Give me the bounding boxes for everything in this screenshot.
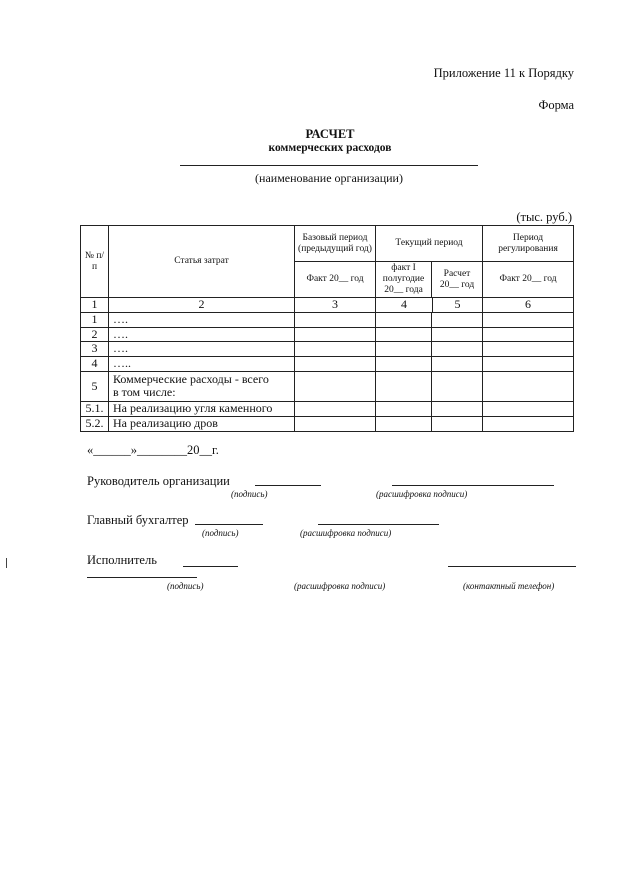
executor-name-line: [183, 566, 238, 567]
executor-signature-hint: (подпись): [167, 581, 204, 591]
header-fact-regulation: Факт 20__ год: [483, 262, 574, 298]
form-label: Форма: [538, 98, 574, 112]
executor-decode-hint: (расшифровка подписи): [294, 581, 386, 591]
row-cost-item: ….: [109, 342, 295, 357]
row-number: 5.2.: [81, 416, 109, 431]
row-number: 3: [81, 342, 109, 357]
cell: [376, 312, 432, 327]
executor-phone-line-top: [448, 566, 576, 567]
head-signature-hint: (подпись): [231, 489, 268, 499]
cell: [432, 312, 483, 327]
row-number: 4: [81, 357, 109, 372]
header-fact-half-year: факт I полугодие 20__ года: [376, 262, 432, 298]
date-field: «______»________20__г.: [87, 443, 219, 457]
cell: [483, 401, 574, 416]
cell: [483, 371, 574, 401]
chief-signature-hint: (подпись): [202, 528, 239, 538]
column-number: 3: [295, 298, 376, 313]
chief-accountant-label: Главный бухгалтер: [87, 513, 189, 527]
table-row: [81, 342, 574, 357]
cell: [483, 342, 574, 357]
header-number: № п/п: [81, 226, 109, 298]
table-row: [81, 357, 574, 372]
table-row: [81, 371, 574, 401]
header-calculation: Расчет 20__ год: [432, 262, 483, 298]
organization-name-line: [180, 165, 478, 166]
cell: [376, 416, 432, 431]
table-header-row: [81, 226, 574, 262]
cell: [295, 327, 376, 342]
cost-calculation-table: [80, 225, 574, 432]
cell: [295, 342, 376, 357]
cell: [432, 416, 483, 431]
cell: [376, 401, 432, 416]
document-title: РАСЧЕТ: [305, 127, 355, 141]
column-number: 4: [376, 298, 433, 312]
head-decode-line: [392, 485, 554, 486]
row-number: 2: [81, 327, 109, 342]
header-cost-item: Статья затрат: [109, 226, 295, 298]
table-row: [81, 327, 574, 342]
column-number: 1: [81, 298, 109, 313]
cell: [295, 371, 376, 401]
cell: [432, 401, 483, 416]
cell: [432, 342, 483, 357]
cell: [376, 327, 432, 342]
cell: [432, 371, 483, 401]
appendix-reference: Приложение 11 к Порядку: [433, 66, 574, 80]
chief-signature-line: [195, 524, 263, 525]
header-regulation-period: Период регулирования: [483, 226, 574, 262]
executor-label: Исполнитель: [87, 553, 157, 567]
row-number: 1: [81, 312, 109, 327]
executor-phone-hint: (контактный телефон): [463, 581, 555, 591]
units-label: (тыс. руб.): [516, 210, 572, 224]
cell: [376, 342, 432, 357]
cell: [295, 416, 376, 431]
column-number: 5: [454, 297, 461, 311]
document-subtitle: коммерческих расходов: [268, 142, 392, 154]
column-number: 2: [109, 298, 295, 313]
row-cost-item: [109, 371, 295, 401]
head-decode-hint: (расшифровка подписи): [376, 489, 468, 499]
head-signature-line: [255, 485, 321, 486]
cell: [483, 416, 574, 431]
row-cost-item: На реализацию дров: [109, 416, 295, 431]
cell: [376, 371, 432, 401]
row-number: 5.1.: [81, 401, 109, 416]
header-fact-base: Факт 20__ год: [295, 262, 376, 298]
chief-decode-line: [318, 524, 439, 525]
cell: [295, 312, 376, 327]
cell: [432, 327, 483, 342]
row-number: 5: [81, 371, 109, 401]
row-cost-item: ….: [109, 312, 295, 327]
row-cost-item: ….: [109, 327, 295, 342]
table-row: [81, 312, 574, 327]
cell: [483, 357, 574, 372]
cell: [483, 312, 574, 327]
table-row: [81, 401, 574, 416]
head-of-organization-label: Руководитель организации: [87, 474, 230, 488]
chief-decode-hint: (расшифровка подписи): [300, 528, 392, 538]
header-current-period: Текущий период: [376, 226, 483, 262]
cell: [376, 357, 432, 372]
cell: [432, 357, 483, 372]
cell: [483, 327, 574, 342]
row-cost-item: На реализацию угля каменного: [109, 401, 295, 416]
cell: [295, 357, 376, 372]
header-base-period: Базовый период (предыдущий год): [295, 226, 376, 262]
row-cost-item-line: в том числе:: [113, 385, 176, 400]
scan-margin-mark: [6, 558, 7, 568]
column-number-pair: [376, 298, 483, 313]
row-cost-item-line: Коммерческие расходы - всего: [113, 371, 269, 386]
table-row: [81, 416, 574, 431]
organization-name-label: (наименование организации): [255, 171, 403, 185]
cell: [295, 401, 376, 416]
row-cost-item: …..: [109, 357, 295, 372]
executor-signature-line: [87, 577, 197, 578]
column-number: 6: [483, 298, 574, 313]
column-number-row: [81, 298, 574, 313]
